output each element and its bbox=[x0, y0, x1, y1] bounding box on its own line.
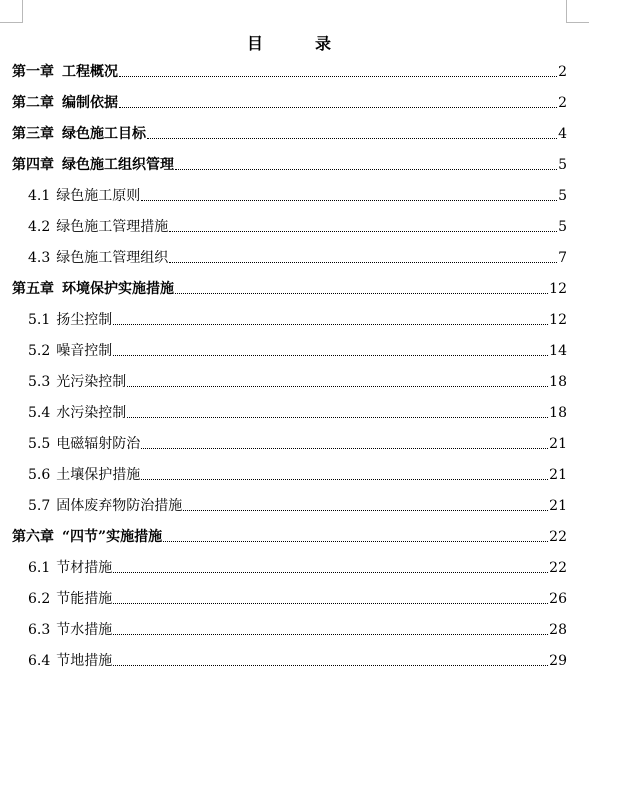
toc-entry[interactable] bbox=[28, 186, 567, 206]
toc-entry-page-number: 7 bbox=[558, 250, 567, 266]
toc-dot-leader bbox=[113, 603, 548, 604]
toc-dot-leader bbox=[113, 355, 548, 356]
toc-entry-page-number: 22 bbox=[549, 529, 567, 545]
toc-entry[interactable] bbox=[28, 465, 567, 485]
toc-entry[interactable] bbox=[12, 93, 567, 113]
toc-entry[interactable] bbox=[28, 620, 567, 640]
toc-entry-number: 第六章 bbox=[12, 529, 54, 545]
toc-entry-text: 扬尘控制 bbox=[56, 312, 113, 328]
toc-entry-text: 土壤保护措施 bbox=[56, 467, 141, 483]
toc-entry-page-number: 29 bbox=[549, 653, 567, 669]
toc-entry-page-number: 18 bbox=[549, 405, 567, 421]
toc-entry-number: 第三章 bbox=[12, 126, 54, 142]
toc-dot-leader bbox=[113, 665, 548, 666]
toc-entry-page-number: 5 bbox=[558, 188, 567, 204]
toc-entry-text: 节能措施 bbox=[56, 591, 113, 607]
toc-entry-number: 4.1 bbox=[28, 188, 51, 204]
toc-entry-text: 编制依据 bbox=[62, 95, 118, 111]
toc-entry[interactable] bbox=[28, 651, 567, 671]
toc-entry[interactable] bbox=[28, 589, 567, 609]
toc-entry-page-number: 14 bbox=[549, 343, 567, 359]
toc-entry[interactable] bbox=[28, 341, 567, 361]
toc-entry-number: 5.1 bbox=[28, 312, 51, 328]
toc-entry-number: 5.2 bbox=[28, 343, 51, 359]
toc-dot-leader bbox=[169, 262, 557, 263]
toc-entry[interactable] bbox=[28, 310, 567, 330]
toc-entry-number: 第二章 bbox=[12, 95, 54, 111]
toc-entry-page-number: 28 bbox=[549, 622, 567, 638]
toc-entry-number: 6.3 bbox=[28, 622, 51, 638]
toc-dot-leader bbox=[113, 634, 548, 635]
toc-dot-leader bbox=[147, 138, 557, 139]
toc-entry-page-number: 5 bbox=[558, 157, 567, 173]
toc-entry-text: “四节”实施措施 bbox=[62, 529, 163, 545]
toc-entry[interactable] bbox=[12, 124, 567, 144]
toc-dot-leader bbox=[141, 479, 548, 480]
toc-entry-number: 第一章 bbox=[12, 64, 54, 80]
toc-entry-number: 6.1 bbox=[28, 560, 51, 576]
toc-entry-text: 绿色施工管理措施 bbox=[56, 219, 169, 235]
toc-dot-leader bbox=[113, 324, 548, 325]
toc-dot-leader bbox=[163, 541, 548, 542]
toc-entry[interactable] bbox=[28, 434, 567, 454]
toc-dot-leader bbox=[175, 169, 557, 170]
toc-dot-leader bbox=[183, 510, 548, 511]
toc-entry-number: 第五章 bbox=[12, 281, 54, 297]
toc-entry-text: 节地措施 bbox=[56, 653, 113, 669]
toc-entry-page-number: 26 bbox=[549, 591, 567, 607]
toc-entry[interactable] bbox=[28, 372, 567, 392]
toc-entry-text: 节水措施 bbox=[56, 622, 113, 638]
toc-entry[interactable] bbox=[12, 155, 567, 175]
toc-dot-leader bbox=[119, 76, 557, 77]
toc-dot-leader bbox=[127, 386, 548, 387]
toc-entry-text: 水污染控制 bbox=[56, 405, 127, 421]
toc-entry[interactable] bbox=[28, 217, 567, 237]
toc-entry[interactable] bbox=[28, 403, 567, 423]
toc-entry-number: 5.6 bbox=[28, 467, 51, 483]
toc-entry-text: 绿色施工目标 bbox=[62, 126, 146, 142]
toc-entry-page-number: 22 bbox=[549, 560, 567, 576]
toc-entry-text: 节材措施 bbox=[56, 560, 113, 576]
toc-entry[interactable] bbox=[12, 279, 567, 299]
toc-entry-page-number: 12 bbox=[549, 312, 567, 328]
toc-dot-leader bbox=[141, 200, 557, 201]
toc-entry-number: 4.2 bbox=[28, 219, 51, 235]
toc-entry-text: 噪音控制 bbox=[56, 343, 113, 359]
toc-title: 目 录 bbox=[246, 34, 349, 53]
toc-entry-text: 环境保护实施措施 bbox=[62, 281, 174, 297]
toc-entry-page-number: 21 bbox=[549, 436, 567, 452]
toc-entry-page-number: 4 bbox=[558, 126, 567, 142]
toc-entry-text: 绿色施工组织管理 bbox=[62, 157, 174, 173]
toc-entry-page-number: 18 bbox=[549, 374, 567, 390]
toc-entry-page-number: 5 bbox=[558, 219, 567, 235]
toc-dot-leader bbox=[141, 448, 548, 449]
toc-entry-text: 固体废弃物防治措施 bbox=[56, 498, 183, 514]
toc-entry-number: 5.7 bbox=[28, 498, 51, 514]
toc-entry-page-number: 2 bbox=[558, 95, 567, 111]
toc-entry-number: 6.4 bbox=[28, 653, 51, 669]
toc-entry[interactable] bbox=[28, 248, 567, 268]
toc-entry-text: 绿色施工原则 bbox=[56, 188, 141, 204]
toc-entry-text: 电磁辐射防治 bbox=[56, 436, 141, 452]
toc-entry-number: 5.3 bbox=[28, 374, 51, 390]
toc-entry-number: 6.2 bbox=[28, 591, 51, 607]
toc-entry-page-number: 21 bbox=[549, 498, 567, 514]
toc-dot-leader bbox=[127, 417, 548, 418]
toc-entry-text: 光污染控制 bbox=[56, 374, 127, 390]
toc-dot-leader bbox=[175, 293, 548, 294]
toc-entry[interactable] bbox=[28, 558, 567, 578]
toc-entry-text: 工程概况 bbox=[62, 64, 118, 80]
toc-dot-leader bbox=[169, 231, 557, 232]
toc-entry[interactable] bbox=[28, 496, 567, 516]
toc-entry-number: 第四章 bbox=[12, 157, 54, 173]
toc-entry-number: 5.5 bbox=[28, 436, 51, 452]
toc-entry-page-number: 21 bbox=[549, 467, 567, 483]
toc-entry-page-number: 2 bbox=[558, 64, 567, 80]
toc-dot-leader bbox=[113, 572, 548, 573]
toc-entry-number: 4.3 bbox=[28, 250, 51, 266]
toc-entry-text: 绿色施工管理组织 bbox=[56, 250, 169, 266]
toc-entry-page-number: 12 bbox=[549, 281, 567, 297]
toc-entry[interactable] bbox=[12, 527, 567, 547]
toc-entry[interactable] bbox=[12, 62, 567, 82]
toc-dot-leader bbox=[119, 107, 557, 108]
toc-entry-number: 5.4 bbox=[28, 405, 51, 421]
